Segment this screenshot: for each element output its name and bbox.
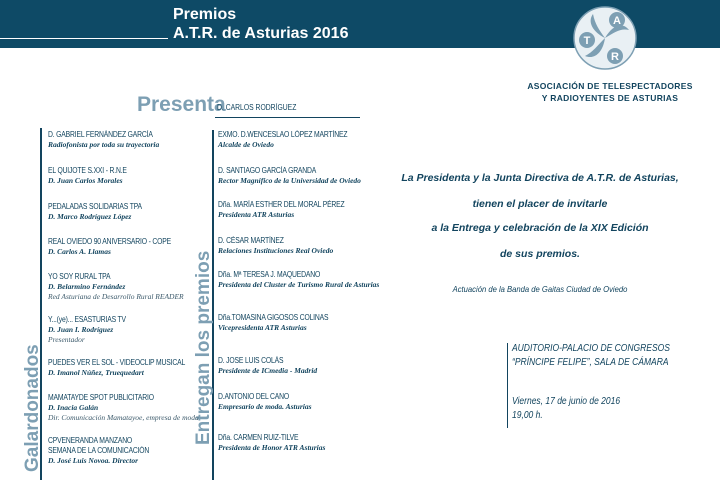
item-name: D. Belarmino Fernández <box>48 282 126 291</box>
invitation-line: a la Entrega y celebración de la XIX Edición <box>431 222 649 234</box>
presenter-name: D. CARLOS RODRÍGUEZ <box>217 103 297 112</box>
item-name: D. Imanol Núñez, Truequedart <box>48 368 144 377</box>
list-item <box>218 392 312 412</box>
item-title: D. GABRIEL FERNÁNDEZ GARCÍA <box>48 130 153 139</box>
galardonados-label: Galardonados <box>22 344 43 472</box>
item-title: D.ANTONIO DEL CANO <box>218 392 290 401</box>
item-title: PEDALADAS SOLIDARIAS TPA <box>48 202 142 211</box>
list-item <box>48 358 209 378</box>
item-name: D. Juan Carlos Morales <box>48 176 123 185</box>
item-name: Empresario de moda. Asturias <box>218 402 312 411</box>
header-title-line1: Premios <box>173 6 237 23</box>
item-title: EXMO. D.WENCESLAO LÓPEZ MARTÍNEZ <box>218 130 348 139</box>
list-item <box>48 315 140 345</box>
invitation-line: tienen el placer de invitarle <box>472 198 608 210</box>
item-name: D. Marco Rodríguez López <box>48 212 132 221</box>
item-name: Presidente de ICmedia - Madrid <box>218 366 318 375</box>
svg-text:T: T <box>583 35 591 47</box>
association-line1: ASOCIACIÓN DE TELESPECTADORES <box>527 81 693 91</box>
item-name: D. José Luis Novoa. Director <box>48 456 138 465</box>
list-item <box>48 393 199 423</box>
list-item <box>218 166 361 186</box>
item-title: D. CÉSAR MARTÍNEZ <box>218 236 284 245</box>
association-line2: Y RADIOYENTES DE ASTURIAS <box>541 93 679 103</box>
item-title: PUEDES VER EL SOL - VIDEOCLIP MUSICAL <box>48 358 186 367</box>
item-name: Alcalde de Oviedo <box>218 140 274 149</box>
header-title-line2: A.T.R. de Asturias 2016 <box>173 25 349 42</box>
item-title: Dña. CARMEN RUIZ-TILVE <box>218 433 299 442</box>
item-title: CPVENERANDA MANZANO <box>48 436 133 445</box>
item-name: Radiofonista por toda su trayectoria <box>48 140 160 149</box>
item-name: D. Carlos A. Llamas <box>48 247 111 256</box>
item-title: YO SOY RURAL TPA <box>48 272 111 281</box>
list-item <box>48 130 171 150</box>
list-item <box>218 236 333 256</box>
event-time: 19,00 h. <box>512 410 543 421</box>
item-title: EL QUIJOTE S.XXI - R.N.E <box>48 166 127 175</box>
item-title: Dña. Mª TERESA J. MAQUEDANO <box>218 270 321 279</box>
svg-text:A: A <box>613 15 621 27</box>
item-title: REAL OVIEDO 90 ANIVERSARIO - COPE <box>48 237 172 246</box>
item-description: Presentador <box>48 335 85 344</box>
item-name: Vicepresidenta ATR Asturias <box>218 323 307 332</box>
item-name: D. Juan I. Rodríguez <box>48 325 114 334</box>
list-item <box>48 436 167 466</box>
item-description: Dir. Comunicación Mamatayoe, empresa de moda <box>48 413 199 422</box>
item-title: SEMANA DE LA COMUNICACIÓN <box>48 446 150 455</box>
list-item <box>218 433 325 453</box>
list-item <box>48 237 193 257</box>
item-title: Dña. MARÍA ESTHER DEL MORAL PÉREZ <box>218 200 345 209</box>
list-item <box>218 200 367 220</box>
list-item <box>48 272 184 302</box>
list-item <box>218 270 379 290</box>
svg-text:R: R <box>611 51 619 63</box>
list-item <box>48 166 141 186</box>
list-item <box>48 202 159 222</box>
association-name <box>510 80 710 104</box>
item-title: D. SANTIAGO GARCÍA GRANDA <box>218 166 317 175</box>
item-description: Red Asturiana de Desarrollo Rural READER <box>48 292 184 301</box>
item-name: Rector Magnífico de la Universidad de Oviedo <box>218 176 361 185</box>
item-name: Presidenta ATR Asturias <box>218 210 295 219</box>
list-item <box>218 356 317 376</box>
item-title: MAMATAYDE SPOT PUBLICITARIO <box>48 393 154 402</box>
item-name: Presidenta de Honor ATR Asturias <box>218 443 326 452</box>
list-item <box>218 130 370 150</box>
presenta-label: Presenta <box>137 93 226 116</box>
list-item <box>218 313 348 333</box>
event-date: Viernes, 17 de junio de 2016 <box>512 396 621 407</box>
presenter-rule <box>215 117 360 118</box>
venue-line1: AUDITORIO-PALACIO DE CONGRESOS <box>512 343 670 354</box>
item-name: Relaciones Instituciones Real Oviedo <box>218 246 334 255</box>
entregan-label: Entregan los premios <box>193 250 214 445</box>
item-name: Presidenta del Cluster de Turismo Rural de Asturias <box>218 280 380 289</box>
invitation-line: La Presidenta y la Junta Directiva de A.T.R. de Asturias, <box>401 172 679 184</box>
venue-line2: “PRÍNCIPE FELIPE”, SALA DE CÁMARA <box>512 357 669 368</box>
header-rule <box>0 38 168 39</box>
atr-logo <box>573 6 637 70</box>
invitation-line: de sus premios. <box>500 248 580 260</box>
music-note: Actuación de la Banda de Gaitas Ciudad de Oviedo <box>452 284 628 294</box>
item-title: Y...(ye)... ESASTURIAS TV <box>48 315 126 324</box>
venue-rule <box>507 343 508 428</box>
item-title: D. JOSE LUIS COLÁS <box>218 356 284 365</box>
item-name: D. Inacia Galán <box>48 403 99 412</box>
item-title: Dña.TOMASINA GIGOSOS COLINAS <box>218 313 329 322</box>
